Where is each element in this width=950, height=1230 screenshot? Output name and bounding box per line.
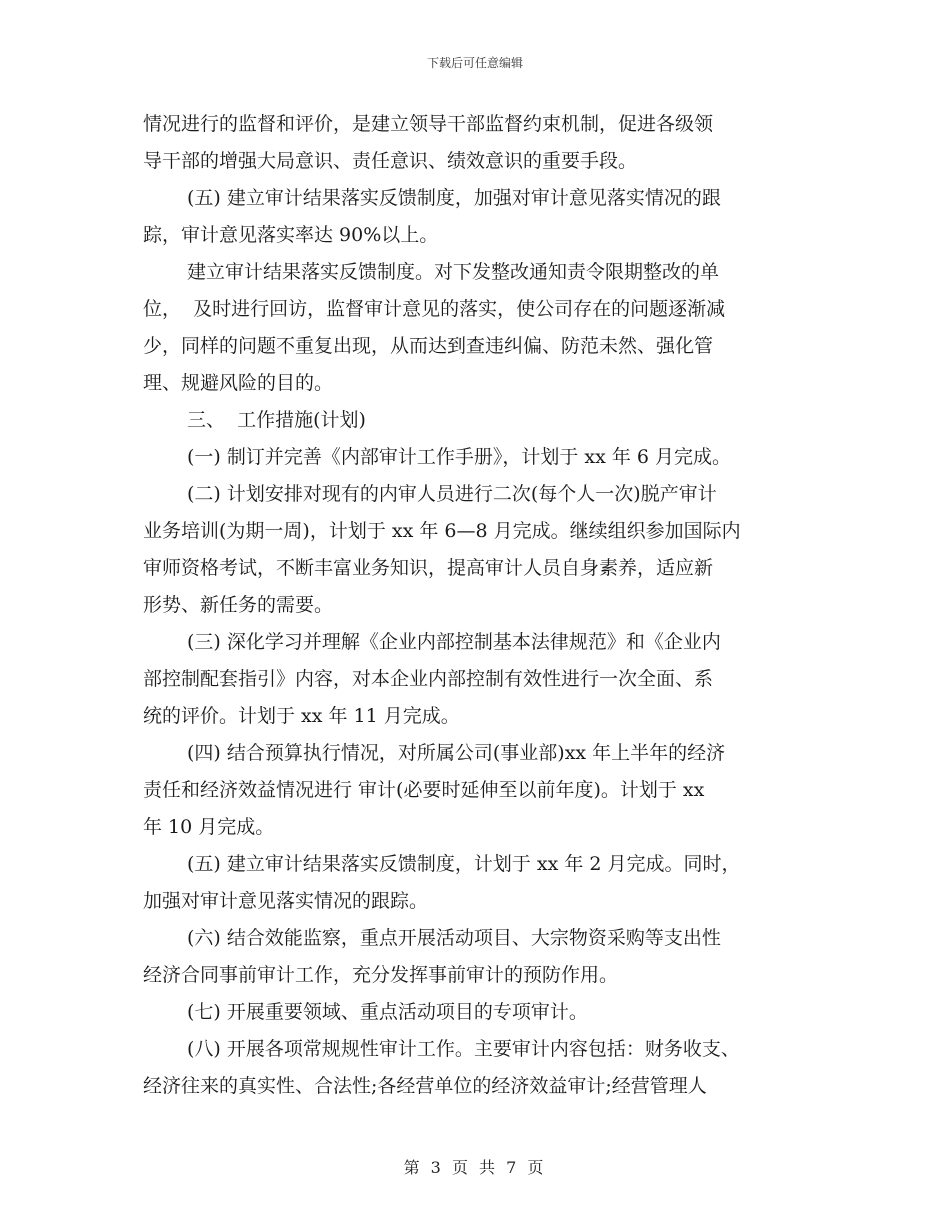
paragraph-line: 加强对审计意见落实情况的跟踪。 xyxy=(143,890,429,912)
paragraph-line: (二) 计划安排对现有的内审人员进行二次(每个人一次)脱产审计 xyxy=(187,483,717,505)
paragraph-line: 部控制配套指引》内容，对本企业内部控制有效性进行一次全面、系 xyxy=(143,668,714,690)
paragraph-line: 少，同样的问题不重复出现，从而达到查违纠偏、防范未然、强化管 xyxy=(143,335,714,357)
page-header: 下载后可任意编辑 xyxy=(426,56,523,70)
paragraph-line: (五) 建立审计结果落实反馈制度，加强对审计意见落实情况的跟 xyxy=(187,187,721,209)
paragraph-line: (八) 开展各项常规规性审计工作。主要审计内容包括：财务收支、 xyxy=(187,1038,740,1060)
paragraph-line: 统的评价。计划于 xx 年 11 月完成。 xyxy=(143,705,460,727)
paragraph-line: (四) 结合预算执行情况，对所属公司(事业部)xx 年上半年的经济 xyxy=(187,742,726,764)
paragraph-line: 审师资格考试，不断丰富业务知识，提高审计人员自身素养，适应新 xyxy=(143,557,714,579)
page-footer: 第 3 页 共 7 页 xyxy=(403,1158,547,1177)
paragraph-line: 经济合同事前审计工作，充分发挥事前审计的预防作用。 xyxy=(143,964,619,986)
paragraph-line: 导干部的增强大局意识、责任意识、绩效意识的重要手段。 xyxy=(143,150,638,172)
paragraph-line: 踪，审计意见落实率达 90%以上。 xyxy=(143,224,439,246)
document-body xyxy=(143,106,823,1105)
paragraph-line: 建立审计结果落实反馈制度。对下发整改通知责令限期整改的单 xyxy=(187,261,720,283)
paragraph-line: (五) 建立审计结果落实反馈制度，计划于 xx 年 2 月完成。同时， xyxy=(187,853,741,875)
paragraph-line: (一) 制订并完善《内部审计工作手册》，计划于 xx 年 6 月完成。 xyxy=(187,446,732,468)
paragraph-line: 年 10 月完成。 xyxy=(143,816,275,838)
paragraph-line: 责任和经济效益情况进行 审计(必要时延伸至以前年度)。计划于 xx xyxy=(143,779,705,801)
paragraph-line: 情况进行的监督和评价，是建立领导干部监督约束机制，促进各级领 xyxy=(143,113,714,135)
paragraph-line: (七) 开展重要领域、重点活动项目的专项审计。 xyxy=(187,1001,588,1023)
paragraph-line: 位， 及时进行回访，监督审计意见的落实，使公司存在的问题逐渐减 xyxy=(143,298,726,320)
paragraph-line: 经济往来的真实性、合法性;各经营单位的经济效益审计;经营管理人 xyxy=(143,1075,707,1097)
paragraph-line: 理、规避风险的目的。 xyxy=(143,372,334,394)
paragraph-line: 业务培训(为期一周)，计划于 xx 年 6—8 月完成。继续组织参加国际内 xyxy=(143,520,741,542)
paragraph-line: (三) 深化学习并理解《企业内部控制基本法律规范》和《企业内 xyxy=(187,631,721,653)
paragraph-line: (六) 结合效能监察，重点开展活动项目、大宗物资采购等支出性 xyxy=(187,927,721,949)
paragraph-line: 三、 工作措施(计划) xyxy=(187,409,366,431)
paragraph-line: 形势、新任务的需要。 xyxy=(143,594,334,616)
